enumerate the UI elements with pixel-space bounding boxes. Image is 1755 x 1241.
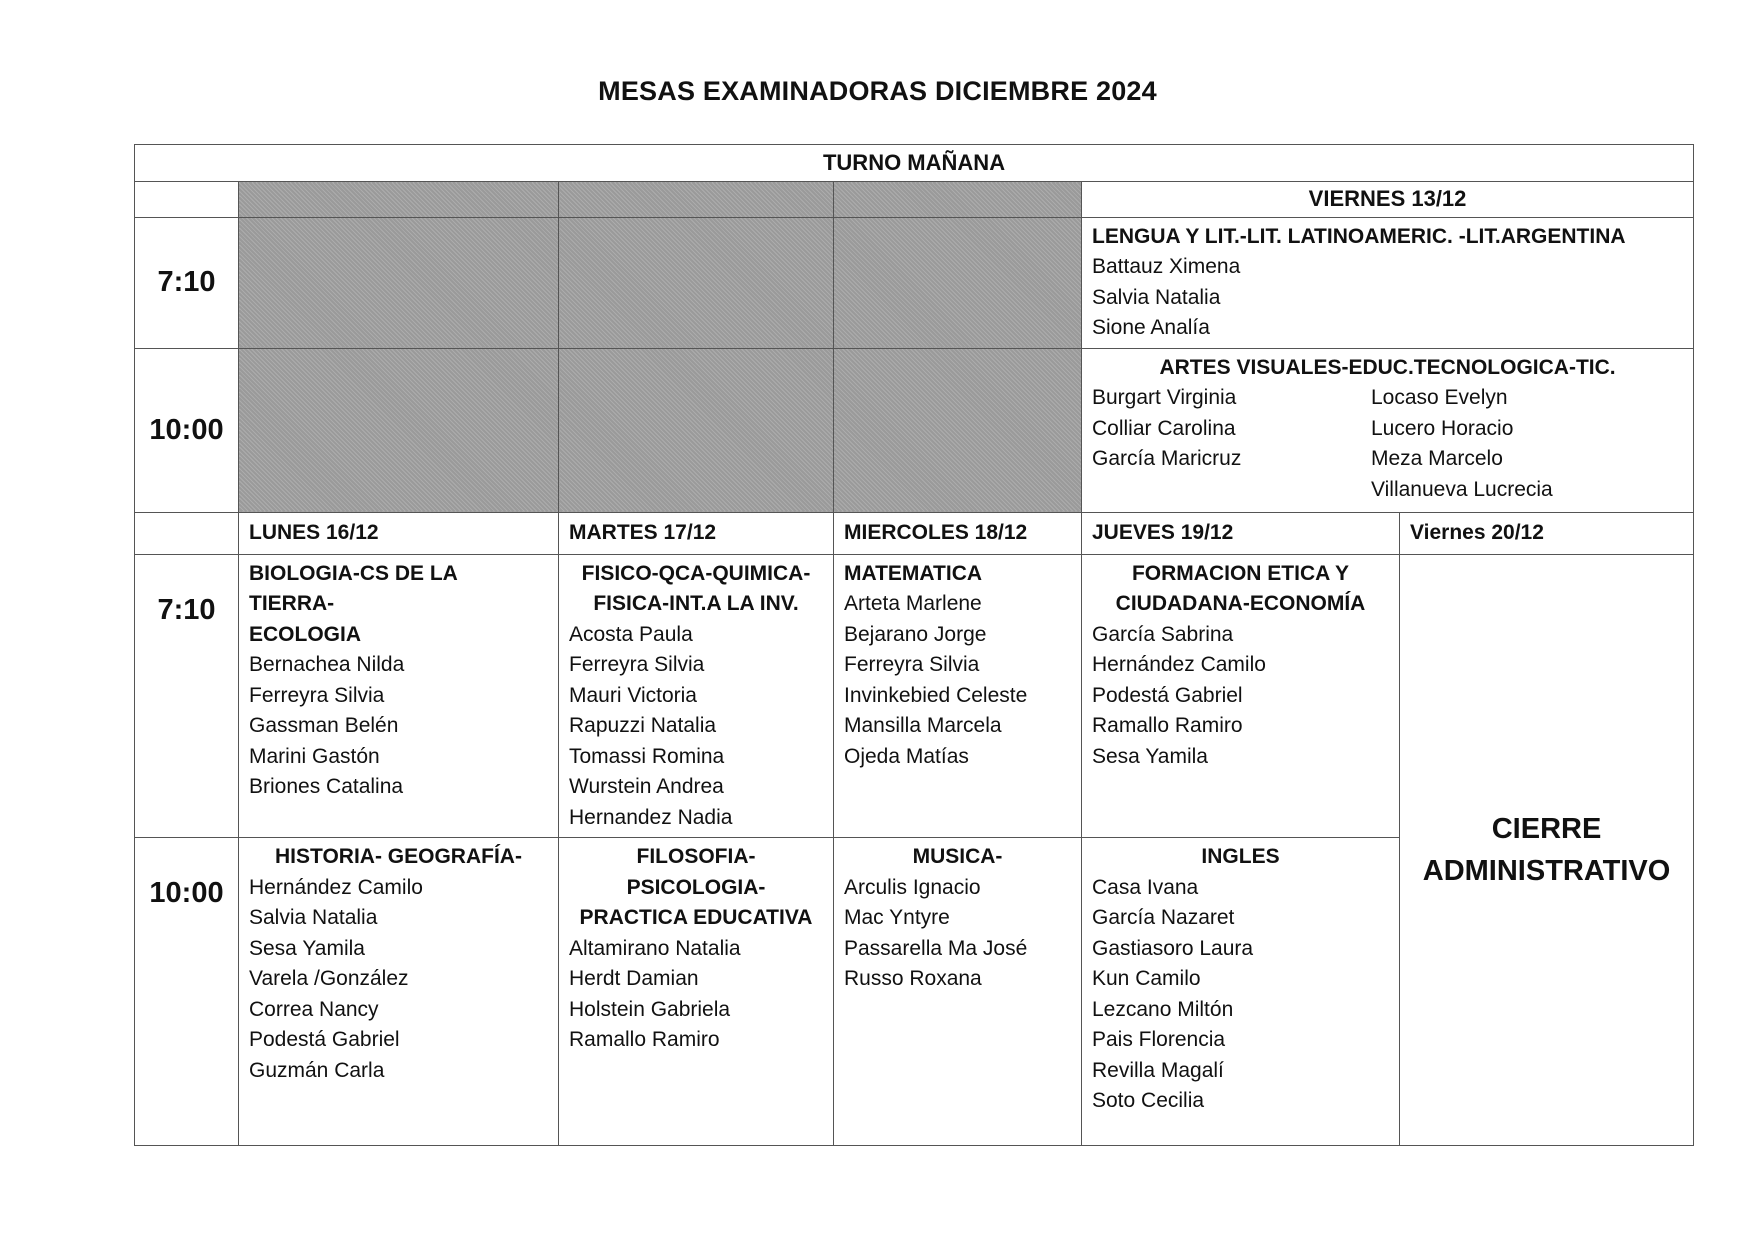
exam-cell-ingles <box>1082 838 1400 1146</box>
subject-title: HISTORIA- GEOGRAFÍA- <box>275 845 522 868</box>
closure-cell <box>1400 554 1694 1146</box>
week1-slot2-row <box>135 348 1694 512</box>
examiner-name: Casa Ivana <box>1092 875 1199 899</box>
exam-cell-filosofia <box>559 838 834 1146</box>
examiner-name: Podestá Gabriel <box>1092 683 1243 707</box>
shaded-cell <box>559 348 834 512</box>
examiner-name: Pais Florencia <box>1092 1028 1226 1051</box>
time-label: 10:00 <box>135 838 239 1146</box>
examiner-name: Mauri Victoria <box>569 683 697 707</box>
subject-title: PRACTICA EDUCATIVA <box>579 906 813 929</box>
examiner-name: Acosta Paula <box>569 622 693 646</box>
examiner-name: Sesa Yamila <box>249 936 365 960</box>
day-header-viernes-13: VIERNES 13/12 <box>1082 182 1694 218</box>
examiner-name: Ferreyra Silvia <box>844 653 980 676</box>
examiner-name: Burgart Virginia <box>1092 386 1237 409</box>
examiner-name: Briones Catalina <box>249 775 404 798</box>
examiner-name: Ferreyra Silvia <box>569 653 705 676</box>
time-label: 7:10 <box>135 554 239 838</box>
shaded-cell <box>239 217 559 348</box>
examiner-name: Marini Gastón <box>249 744 380 768</box>
examiner-name: Kun Camilo <box>1092 967 1201 990</box>
exam-cell-biologia <box>239 554 559 838</box>
examiner-name: Mansilla Marcela <box>844 714 1002 737</box>
examiner-name: Salvia Natalia <box>1092 285 1221 309</box>
week2-day-row <box>135 512 1694 554</box>
empty-corner-cell <box>135 512 239 554</box>
examiner-name: Varela /González <box>249 967 409 990</box>
exam-schedule-table <box>134 144 1694 1146</box>
examiner-name: Revilla Magalí <box>1092 1058 1224 1082</box>
examiner-name: Arteta Marlene <box>844 592 982 615</box>
day-header-martes: MARTES 17/12 <box>559 512 834 554</box>
examiner-name: Ojeda Matías <box>844 744 969 768</box>
examiner-name: Lezcano Miltón <box>1092 997 1234 1021</box>
examiner-name: Ramallo Ramiro <box>1092 714 1243 737</box>
examiner-name: Mac Yntyre <box>844 906 950 929</box>
examiner-name: García Nazaret <box>1092 906 1235 929</box>
time-label: 7:10 <box>135 217 239 348</box>
shaded-cell <box>559 217 834 348</box>
week1-slot1-row <box>135 217 1694 348</box>
subject-title: FISICO-QCA-QUIMICA- <box>581 561 811 585</box>
shaded-cell <box>239 182 559 218</box>
examiner-name: Arculis Ignacio <box>844 875 981 899</box>
shaded-cell <box>559 182 834 218</box>
exam-cell-formacion-etica <box>1082 554 1400 838</box>
shaded-cell <box>834 182 1082 218</box>
examiner-name: Hernandez Nadia <box>569 805 733 829</box>
subject-title: MUSICA- <box>912 845 1003 868</box>
shaded-cell <box>239 348 559 512</box>
exam-cell-lengua <box>1082 217 1694 348</box>
subject-title: INGLES <box>1201 845 1280 868</box>
shaded-cell <box>834 217 1082 348</box>
exam-cell-artes <box>1082 348 1694 512</box>
examiner-name: Lucero Horacio <box>1371 416 1514 440</box>
week1-day-row <box>135 182 1694 218</box>
subject-title: ARTES VISUALES-EDUC.TECNOLOGICA-TIC. <box>1159 355 1616 379</box>
examiner-name: Sione Analía <box>1092 316 1210 339</box>
examiner-name: García Maricruz <box>1092 447 1242 470</box>
empty-corner-cell <box>135 182 239 218</box>
exam-cell-historia <box>239 838 559 1146</box>
examiner-name: Wurstein Andrea <box>569 775 724 798</box>
examiner-name: Altamirano Natalia <box>569 936 741 960</box>
examiner-name: Hernández Camilo <box>1092 653 1266 676</box>
subject-title: BIOLOGIA-CS DE LA TIERRA- <box>249 561 458 615</box>
shift-header-row <box>135 145 1694 182</box>
examiner-column-right <box>1371 383 1650 505</box>
subject-title: CIUDADANA-ECONOMÍA <box>1115 592 1366 615</box>
examiner-name: Podestá Gabriel <box>249 1028 400 1051</box>
subject-title: ECOLOGIA <box>249 622 362 646</box>
shaded-cell <box>834 348 1082 512</box>
exam-cell-fisico-quimica <box>559 554 834 838</box>
examiner-name: Ferreyra Silvia <box>249 683 385 707</box>
time-label: 10:00 <box>135 348 239 512</box>
day-header-jueves: JUEVES 19/12 <box>1082 512 1400 554</box>
examiner-name: Hernández Camilo <box>249 875 423 899</box>
examiner-name: Gastiasoro Laura <box>1092 936 1254 960</box>
closure-label: CIERRE <box>1491 812 1602 845</box>
subject-title: MATEMATICA <box>844 561 983 585</box>
page-title: MESAS EXAMINADORAS DICIEMBRE 2024 <box>598 76 1157 106</box>
examiner-columns <box>1092 383 1683 505</box>
examiner-name: Ramallo Ramiro <box>569 1028 720 1051</box>
examiner-name: García Sabrina <box>1092 622 1234 646</box>
closure-label: ADMINISTRATIVO <box>1422 854 1671 887</box>
subject-title: FISICA-INT.A LA INV. <box>593 592 799 615</box>
examiner-name: Passarella Ma José <box>844 936 1028 960</box>
examiner-column-left <box>1092 383 1371 505</box>
day-header-miercoles: MIERCOLES 18/12 <box>834 512 1082 554</box>
examiner-name: Herdt Damian <box>569 967 699 990</box>
examiner-name: Soto Cecilia <box>1092 1089 1205 1112</box>
subject-title: FILOSOFIA-PSICOLOGIA- <box>626 845 766 899</box>
examiner-name: Correa Nancy <box>249 997 379 1021</box>
examiner-name: Rapuzzi Natalia <box>569 714 717 737</box>
examiner-name: Colliar Carolina <box>1092 416 1236 440</box>
subject-title: LENGUA Y LIT.-LIT. LATINOAMERIC. -LIT.ARGENTINA <box>1092 224 1626 248</box>
examiner-name: Russo Roxana <box>844 967 982 990</box>
examiner-name: Guzmán Carla <box>249 1058 385 1082</box>
examiner-name: Locaso Evelyn <box>1371 386 1508 409</box>
examiner-name: Tomassi Romina <box>569 744 725 768</box>
examiner-name: Holstein Gabriela <box>569 997 731 1021</box>
exam-cell-musica <box>834 838 1082 1146</box>
examiner-name: Gassman Belén <box>249 714 399 737</box>
examiner-name: Sesa Yamila <box>1092 744 1208 768</box>
examiner-name: Bejarano Jorge <box>844 622 987 646</box>
exam-cell-matematica <box>834 554 1082 838</box>
day-header-viernes-20: Viernes 20/12 <box>1400 512 1694 554</box>
examiner-name: Invinkebied Celeste <box>844 683 1028 707</box>
subject-title: FORMACION ETICA Y <box>1131 561 1349 585</box>
examiner-name: Battauz Ximena <box>1092 255 1241 278</box>
examiner-name: Bernachea Nilda <box>249 653 405 676</box>
examiner-name: Meza Marcelo <box>1371 447 1503 470</box>
week2-slot1-row <box>135 554 1694 838</box>
examiner-name: Salvia Natalia <box>249 906 378 929</box>
shift-label: TURNO MAÑANA <box>135 145 1694 182</box>
day-header-lunes: LUNES 16/12 <box>239 512 559 554</box>
examiner-name: Villanueva Lucrecia <box>1371 477 1553 501</box>
